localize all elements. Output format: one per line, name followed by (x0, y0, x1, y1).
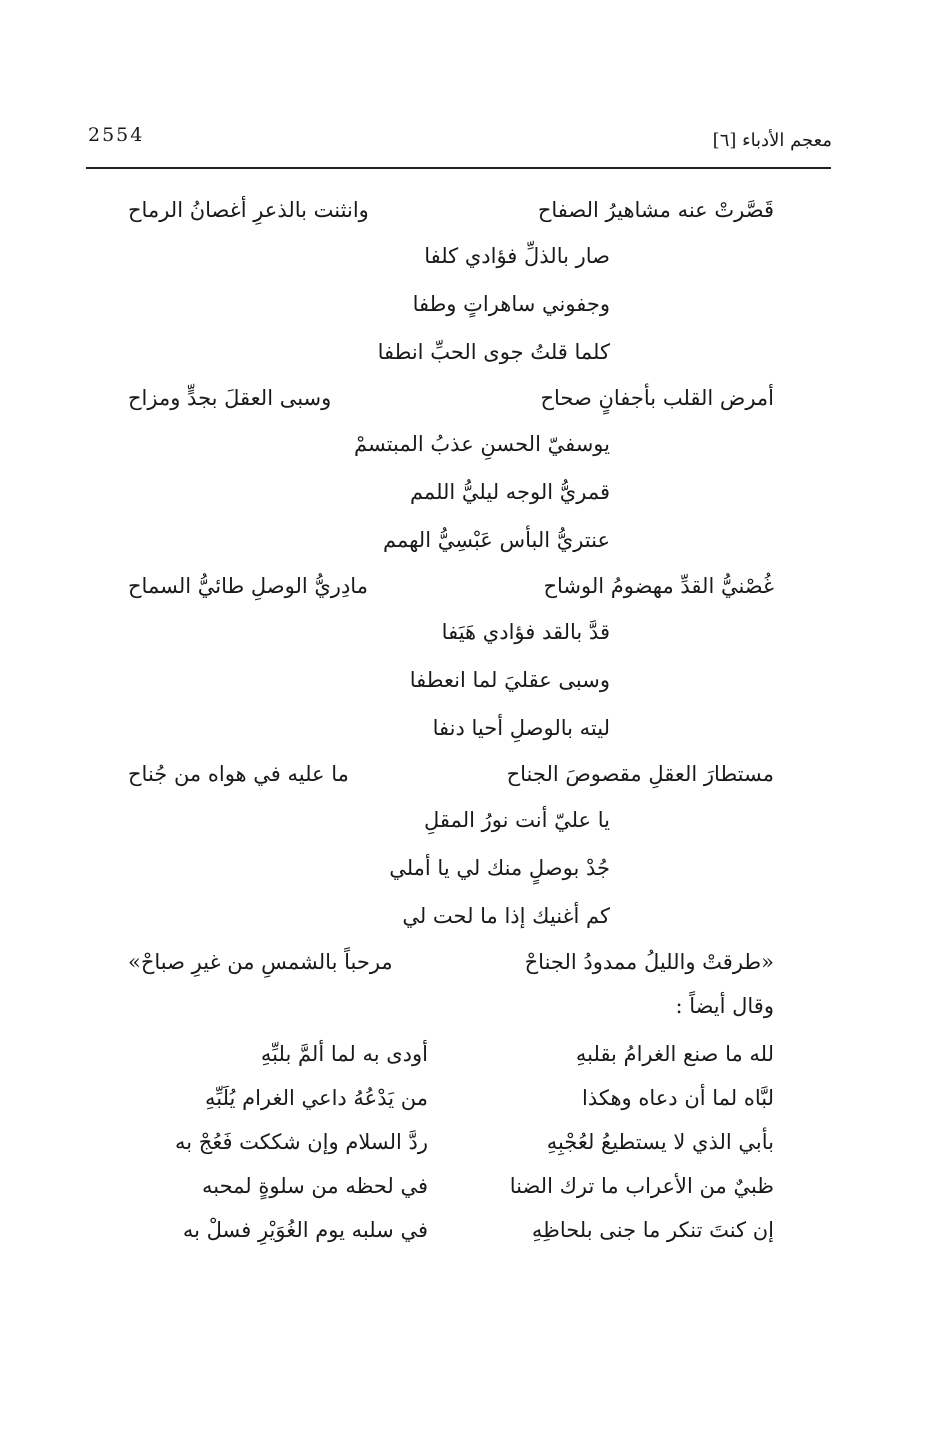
stanza-line-left: وسبى العقلَ بجدٍّ ومزاح (128, 386, 332, 410)
stanza-follower: قدَّ بالقد فؤادي هَيَفا (441, 620, 610, 644)
stanza-follower: كلما قلتُ جوى الحبِّ انطفا (377, 340, 610, 364)
poem-hemistich-second: أودى به لما ألمَّ بلبِّهِ (260, 1042, 428, 1066)
poem-verse (128, 1032, 774, 1076)
poem-hemistich-second: من يَدْعُهُ داعي الغرام يُلَبِّهِ (205, 1086, 428, 1110)
page-number: 2554 (88, 124, 145, 146)
stanza-line (128, 564, 774, 608)
poem-verse (128, 1208, 774, 1252)
intro-text: وقال أيضاً : (675, 994, 774, 1018)
final-line-right: «طرقتْ والليلُ ممدودُ الجناحْ (524, 950, 774, 974)
stanza-line (128, 376, 774, 420)
poem-hemistich-first: لبَّاه لما أن دعاه وهكذا (582, 1086, 774, 1110)
stanza-follower: عنتريُّ البأس عَبْسِيُّ الهمم (383, 528, 610, 552)
stanza-line-left: مادِريُّ الوصلِ طائيُّ السماح (128, 574, 368, 598)
intro-line (128, 984, 774, 1028)
stanza-line-right: أمرض القلب بأجفانٍ صحاح (540, 386, 774, 410)
stanza-line-right: مستطارَ العقلِ مقصوصَ الجناح (506, 762, 774, 786)
poem-verse (128, 1120, 774, 1164)
stanza-line-right: غُصْنيُّ القدِّ مهضومُ الوشاح (543, 574, 774, 598)
stanza-follower: وجفوني ساهراتٍ وطفا (412, 292, 610, 316)
final-line (128, 940, 774, 984)
poem-verse (128, 1076, 774, 1120)
stanza-follower: يا عليّ أنت نورُ المقلِ (424, 808, 610, 832)
running-title: معجم الأدباء [٦] (712, 130, 832, 151)
stanza-line-left: وانثنت بالذعرِ أغصانُ الرماح (128, 198, 369, 222)
stanza-follower: قمريُّ الوجه ليليُّ اللمم (409, 480, 610, 504)
header-rule (86, 167, 831, 169)
stanza-follower: يوسفيّ الحسنِ عذبُ المبتسمْ (353, 432, 610, 456)
final-line-left: مرحباً بالشمسِ من غيرِ صباحْ» (128, 950, 393, 974)
stanza-follower: صار بالذلِّ فؤادي كلفا (424, 244, 610, 268)
stanza-follower: ليته بالوصلِ أحيا دنفا (432, 716, 610, 740)
poem-hemistich-second: في سلبه يوم الغُوَيْرِ فسلْ به (182, 1218, 428, 1242)
poem-verse (128, 1164, 774, 1208)
stanza-follower: جُدْ بوصلٍ منك لي يا أملي (389, 856, 610, 880)
poem-hemistich-first: بأبي الذي لا يستطيعُ لعُجْبِهِ (546, 1130, 774, 1154)
page-body (128, 188, 774, 1252)
stanza-follower: كم أغنيك إذا ما لحت لي (402, 904, 610, 928)
stanza-line-left: ما عليه في هواه من جُناح (128, 762, 349, 786)
poem-hemistich-first: لله ما صنع الغرامُ بقلبهِ (575, 1042, 774, 1066)
poem-hemistich-second: ردَّ السلام وإن شككت فَعُجْ به (174, 1130, 428, 1154)
stanza-follower: وسبى عقليَ لما انعطفا (409, 668, 610, 692)
poem-hemistich-first: ظبيٌ من الأعراب ما ترك الضنا (509, 1174, 774, 1198)
stanza-line (128, 752, 774, 796)
stanza-line (128, 188, 774, 232)
poem-hemistich-first: إن كنتَ تنكر ما جنى بلحاظِهِ (531, 1218, 774, 1242)
poem-hemistich-second: في لحظه من سلوةٍ لمحبه (201, 1174, 428, 1198)
stanza-line-right: قَصَّرتْ عنه مشاهيرُ الصفاح (537, 198, 774, 222)
